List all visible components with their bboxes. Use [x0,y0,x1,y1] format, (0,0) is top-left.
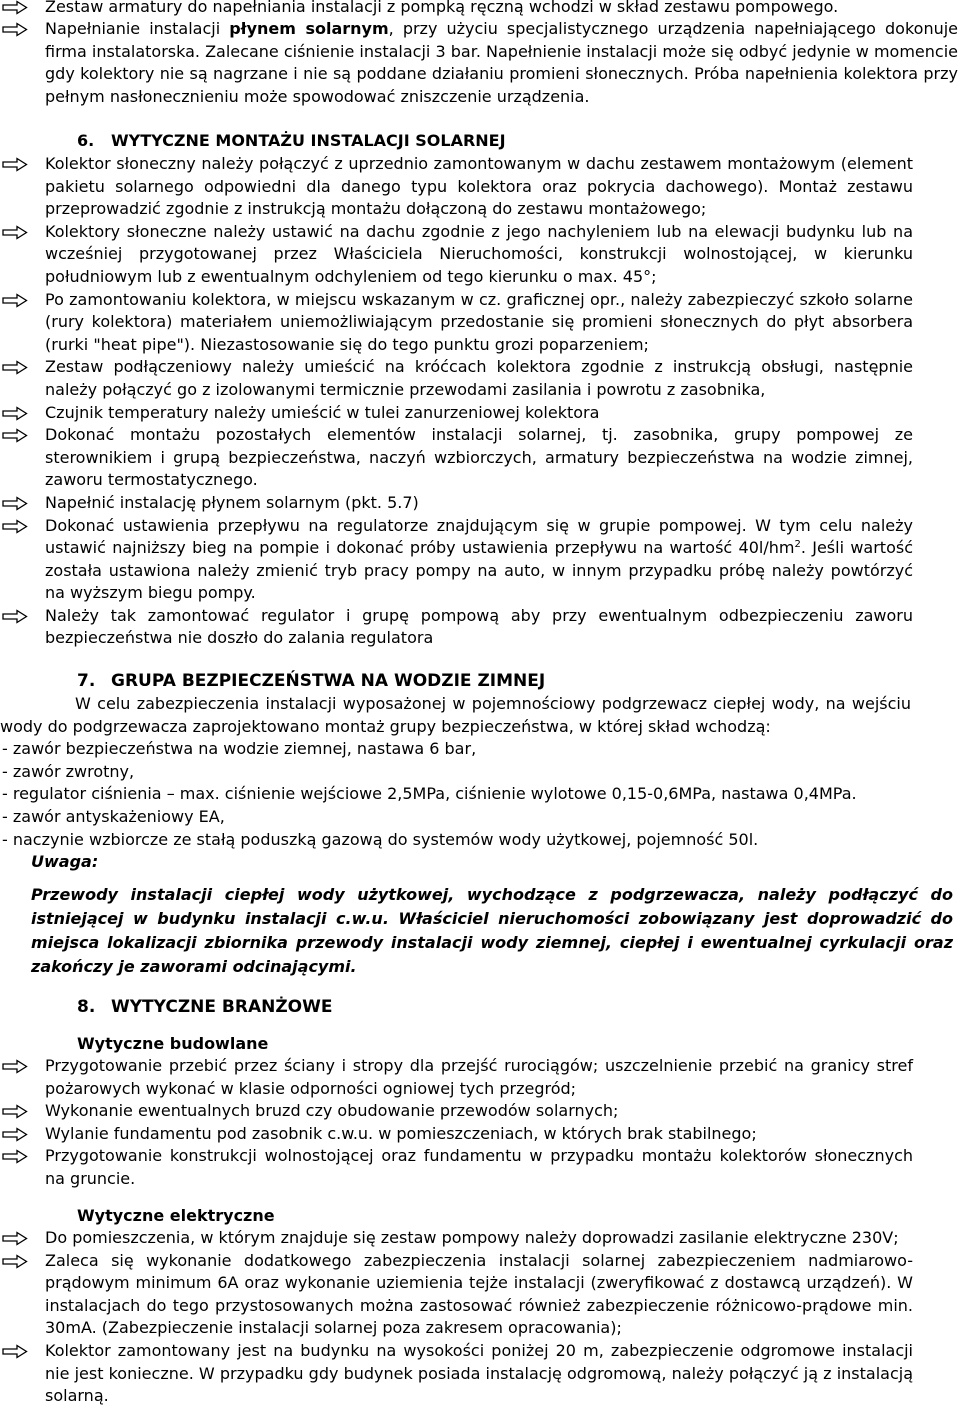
list-item [0,402,913,425]
section-number: 8. [77,997,96,1017]
component-item: - zawór antyskażeniowy EA, [2,806,225,826]
right-arrow-outline-icon [2,225,28,240]
right-arrow-outline-icon [2,0,28,15]
list-item [0,18,958,108]
text-run: Dokonać ustawienia przepływu na regulatorze znajdującym się w grupie pompowej. W tym celu należy ustawić najniższy bieg na pompie i dokonać próby ustawienia przepływu na wartość 40l/hm [45,515,913,558]
right-arrow-outline-icon [2,1344,28,1359]
right-arrow-outline-icon [2,496,28,511]
component-list [0,738,913,851]
section-title: WYTYCZNE MONTAŻU INSTALACJI SOLARNEJ [111,131,506,150]
list-item [0,289,913,357]
list-item [0,1340,913,1408]
text-run: Napełnić instalację płynem solarnym (pkt. 5.7) [45,492,419,512]
text-run: Czujnik temperatury należy umieścić w tulei zanurzeniowej kolektora [45,402,600,422]
right-arrow-outline-icon [2,22,28,37]
right-arrow-outline-icon [2,1254,28,1269]
building-guidelines-list [0,1055,913,1191]
text-run: Napełnianie instalacji [45,19,230,38]
text-run: Zestaw podłączeniowy należy umieścić na króćcach kolektora zgodnie z instrukcją obsługi, następnie należy połączyć go z izolowanymi termicznie przewodami zasilania i powrotu z zasobnika, [45,357,913,399]
electrical-guidelines-heading: Wytyczne elektryczne [77,1206,275,1225]
list-item [0,1100,913,1123]
list-item [0,1055,913,1100]
section-7-body [0,693,953,979]
list-item [0,424,913,492]
list-item [0,153,913,221]
section-number: 7. [77,671,96,691]
right-arrow-outline-icon [2,157,28,172]
right-arrow-outline-icon [2,428,28,443]
list-item [0,0,958,19]
list-item [0,1123,913,1146]
list-item [0,515,913,605]
section-8-heading [77,996,333,1019]
building-guidelines-heading: Wytyczne budowlane [77,1034,269,1053]
text-run: , przy użyciu specjalistycznego urządzenia napełniającego dokonuje firma instalatorska. Zalecane ciśnienie instalacji 3 bar. Napełnienie instalacji może się odbyć jedynie w momencie gdy kolektory nie są nagrzane i nie są poddane działaniu promieni słonecznych. Próba napełnienia kolektora przy pełnym nasłonecznieniu może spowodować zniszczenie urządzenia. [45,19,959,106]
note-text: Przewody instalacji ciepłej wody użytkowej, wychodzące z podgrzewacza, należy podłączyć do istniejącej w budynku instalacji c.w.u. Właściciel nieruchomości zobowiązany jest doprowadzić do miejsca lokalizacji zbiornika przewody instalacji wody ziemnej, ciepłej i ewentualnej cyrkulacji oraz zakończy je zaworami odcinającymi. [31,884,953,976]
electrical-guidelines-list [0,1227,913,1408]
list-item [0,221,913,289]
text-run: Kolektor słoneczny należy połączyć z uprzednio zamontowanym w dachu zestawem montażowym (element pakietu solarnego odpowiedni dla danego typu kolektora oraz pokrycia dachowego). Montaż zestawu przeprowadzić zgodnie z instrukcją montażu dołączoną do zestawu montażowego; [45,154,913,219]
text-run: 2 [794,539,801,551]
text-run: Wykonanie ewentualnych bruzd czy obudowanie przewodów solarnych; [45,1101,619,1121]
component-item: - regulator ciśnienia – max. ciśnienie wejściowe 2,5MPa, ciśnienie wylotowe 0,15-0,6MPa, nastawa 0,4MPa. [2,784,857,804]
text-run: Przygotowanie przebić przez ściany i stropy dla przejść rurociągów; uszczelnienie przebić na granicy stref pożarowych wykonać w klasie odporności ogniowej tych przegród; [45,1056,913,1098]
section-title: GRUPA BEZPIECZEŃSTWA NA WODZIE ZIMNEJ [111,671,546,691]
text-run: Kolektor zamontowany jest na budynku na wysokości poniżej 20 m, zabezpieczenie odgromowe instalacji nie jest konieczne. W przypadku gdy budynek posiada instalację odgromową, należy połączyć ją z instalacją solarną. [45,1340,913,1406]
text-run: Zestaw armatury do napełniania instalacji z pompką ręczną wchodzi w skład zestawu pompowego. [45,0,839,16]
right-arrow-outline-icon [2,519,28,534]
right-arrow-outline-icon [2,1127,28,1142]
list-item [0,492,913,515]
right-arrow-outline-icon [2,1104,28,1119]
right-arrow-outline-icon [2,1231,28,1246]
section-number: 6. [77,131,95,150]
right-arrow-outline-icon [2,293,28,308]
right-arrow-outline-icon [2,1059,28,1074]
list-item [0,605,913,650]
section-6-heading [77,130,506,153]
text-run: Dokonać montażu pozostałych elementów instalacji solarnej, tj. zasobnika, grupy pompowej ze sterownikiem i grupą bezpieczeństwa, naczyń wzbiorczych, armatury bezpieczeństwa na wodzie zimnej, zaworu termostatycznego. [45,425,913,490]
component-item: - naczynie wzbiorcze ze stałą poduszką gazową do systemów wody użytkowej, pojemność 50l. [2,829,759,849]
right-arrow-outline-icon [2,1149,28,1164]
intro-paragraph: W celu zabezpieczenia instalacji wyposażonej w pojemnościowy podgrzewacz ciepłej wody, na wejściu wody do podgrzewacza zaprojektowano montaż grupy bezpieczeństwa, w której skład wchodzą: [0,694,911,736]
text-run: Kolektory słoneczne należy ustawić na dachu zgodnie z jego nachyleniem lub na elewacji budynku lub na wcześniej przygotowanej przez Właściciela Nieruchomości, konstrukcji wolnostojącej, w kierunku południowym lub z ewentualnym odchyleniem od tego kierunku o max. 45°; [45,221,913,286]
text-run: Do pomieszczenia, w którym znajduje się zestaw pompowy należy doprowadzi zasilanie elektryczne 230V; [45,1228,899,1247]
text-run: Przygotowanie konstrukcji wolnostojącej oraz fundamentu w przypadku montażu kolektorów słonecznych na gruncie. [45,1146,913,1188]
section-title: WYTYCZNE BRANŻOWE [111,997,333,1017]
section-6-list [0,153,913,650]
list-item [0,1250,913,1340]
right-arrow-outline-icon [2,609,28,624]
right-arrow-outline-icon [2,360,28,375]
note-label: Uwaga: [31,852,99,872]
right-arrow-outline-icon [2,406,28,421]
list-item [0,356,913,401]
component-item: - zawór bezpieczeństwa na wodzie ziemnej, nastawa 6 bar, [2,739,477,759]
text-run: płynem solarnym [229,19,389,38]
text-run: Wylanie fundamentu pod zasobnik c.w.u. w pomieszczeniach, w których brak stabilnego; [45,1123,757,1143]
list-item [0,1227,913,1250]
list-item [0,1145,913,1190]
component-item: - zawór zwrotny, [2,761,135,781]
section-7-heading [77,670,545,693]
text-run: Zaleca się wykonanie dodatkowego zabezpieczenia instalacji solarnej zabezpieczeniem nadmiarowo-prądowym minimum 6A oraz wykonanie uziemienia tejże instalacji (zweryfikować z dostawcą urządzeń). W instalacjach do tego przystosowanych można zastosować również zabezpieczenie różnicowo-prądowe min. 30mA. (Zabezpieczenie instalacji solarnej poza zakresem opracowania); [45,1250,913,1338]
text-run: . Jeśli wartość została ustawiona należy zmienić tryb pracy pompy na auto, w innym przypadku próbę należy powtórzyć na wyższym biegu pompy. [45,538,914,603]
text-run: Należy tak zamontować regulator i grupę pompową aby przy ewentualnym odbezpieczeniu zaworu bezpieczeństwa nie doszło do zalania regulatora [45,605,913,648]
text-run: Po zamontowaniu kolektora, w miejscu wskazanym w cz. graficznej opr., należy zabezpieczyć szkoło solarne (rury kolektora) materiałem uniemożliwiającym przedostanie się promieni słonecznych do płyt absorbera (rurki "heat pipe"). Niezastosowanie się do tego punktu grozi poparzeniem; [45,289,913,354]
